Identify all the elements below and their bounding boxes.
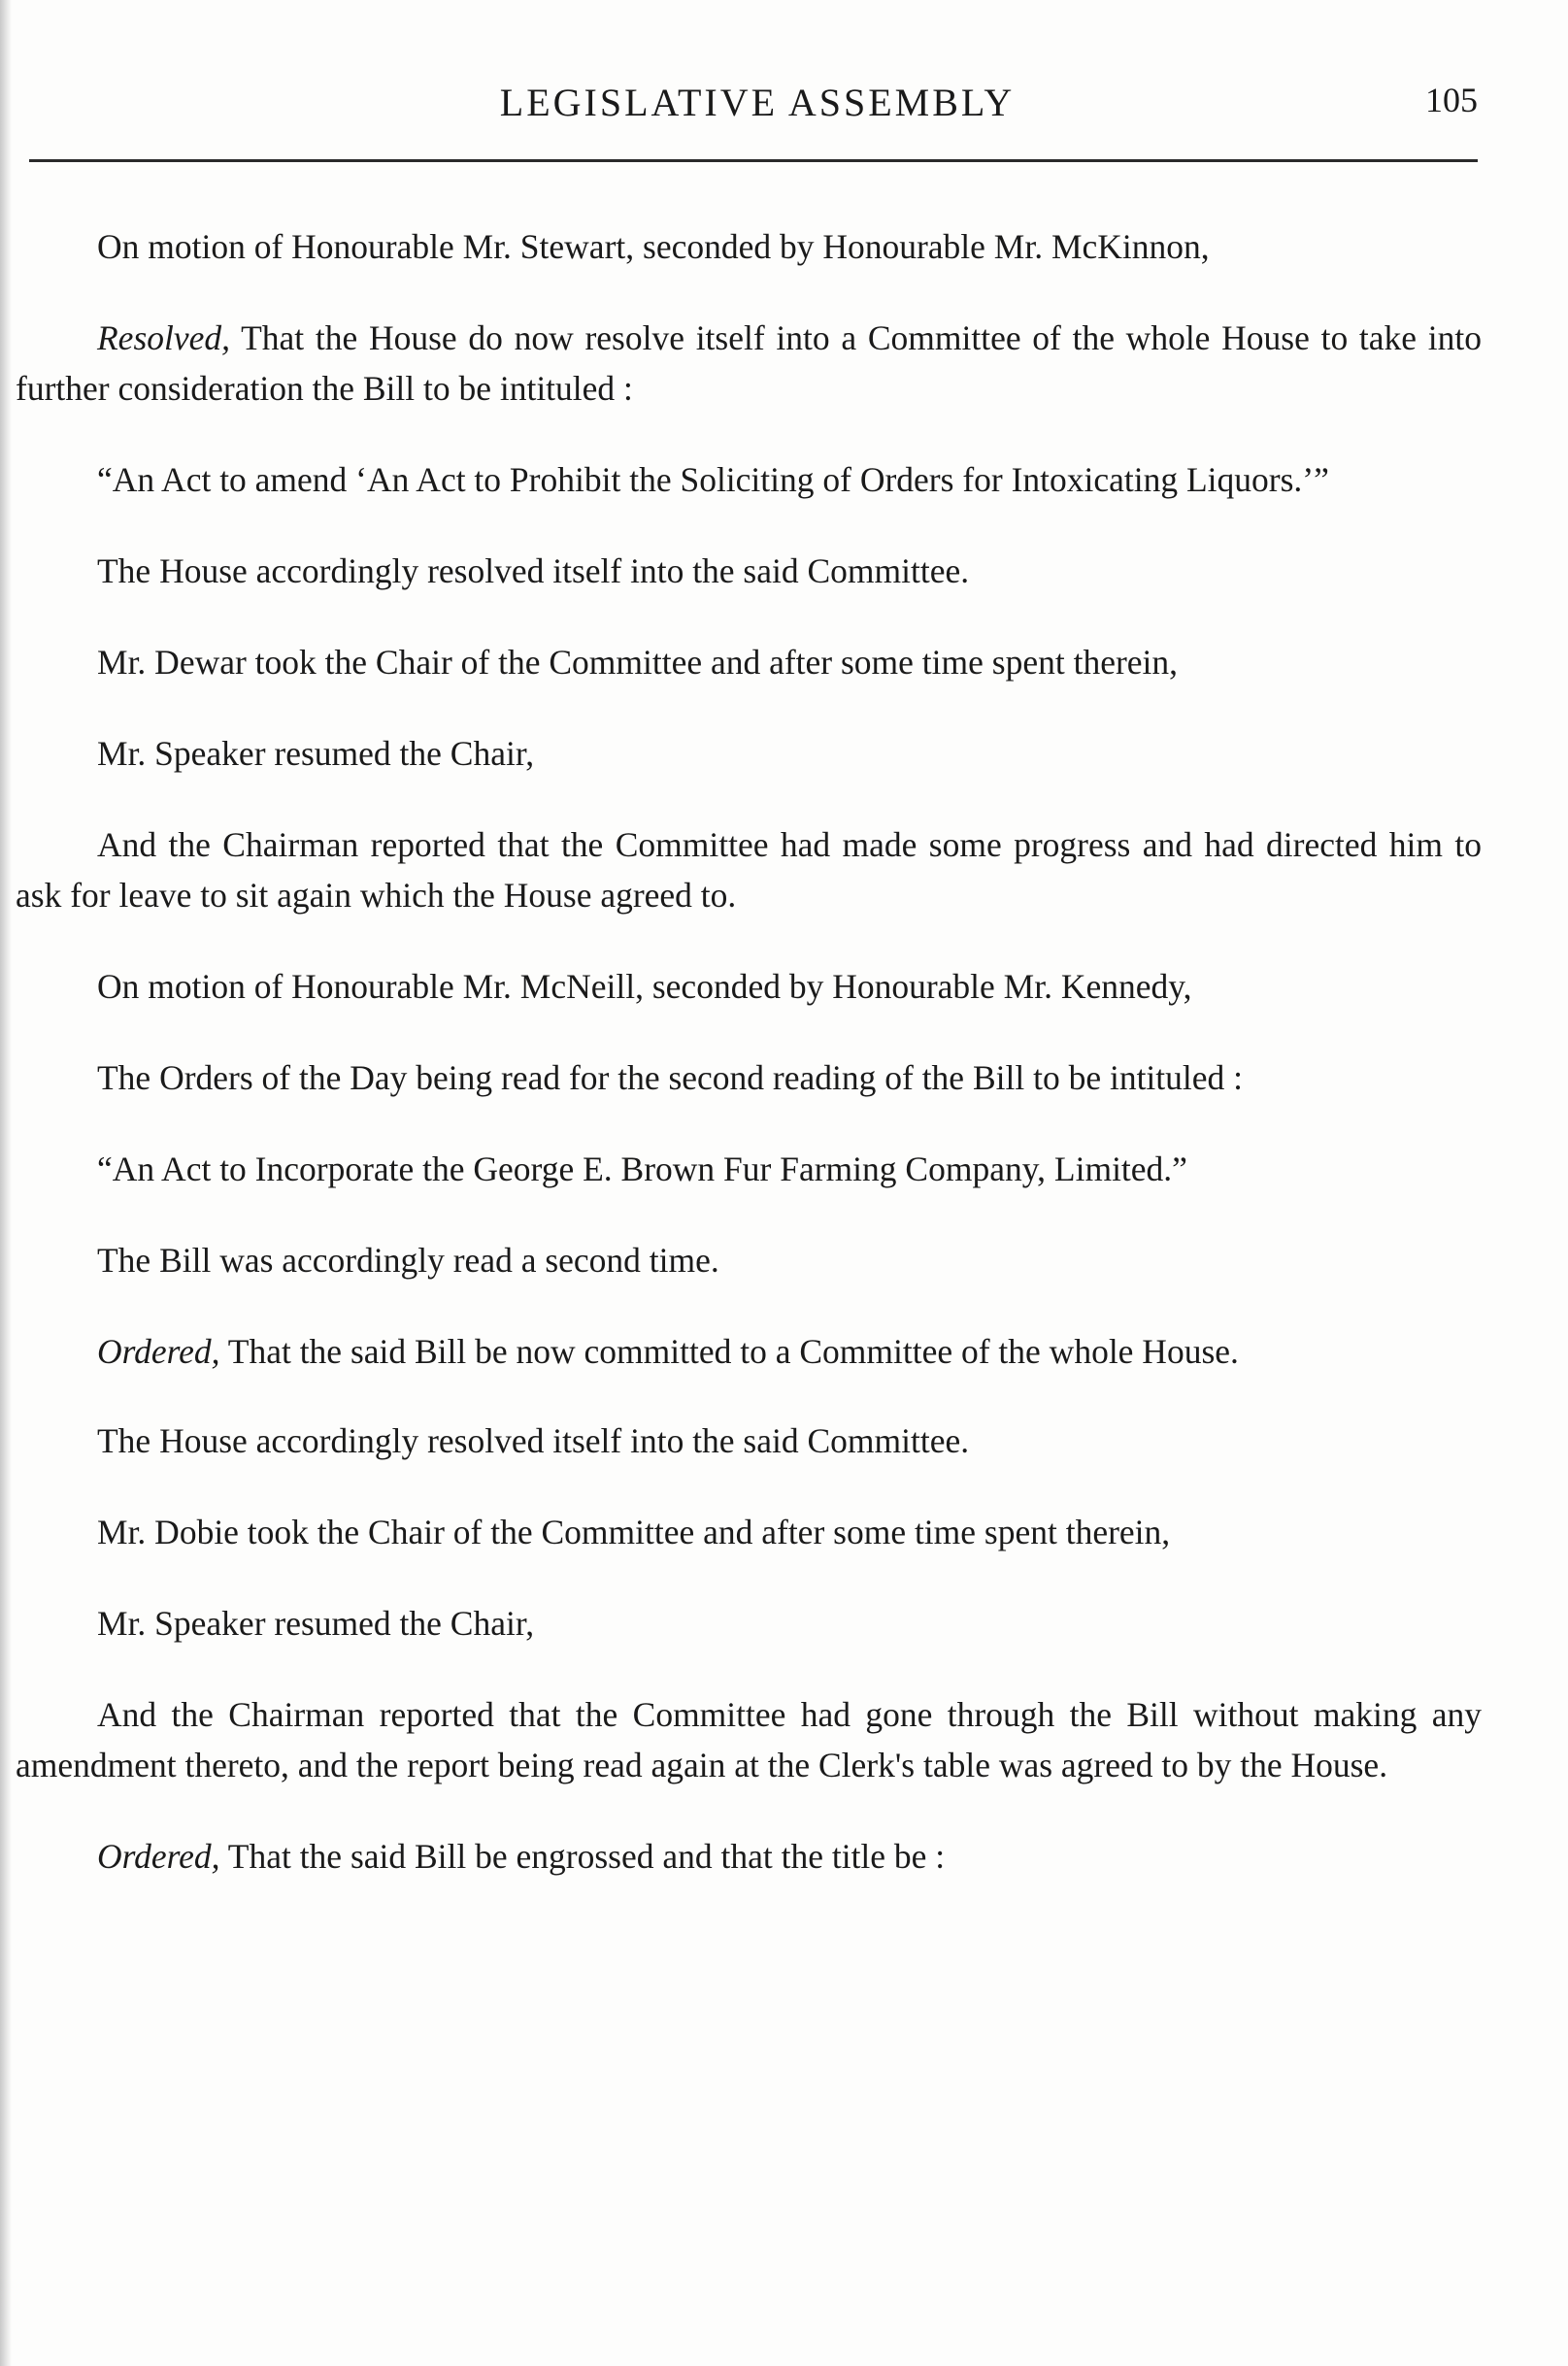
- paragraph-text: “An Act to Incorporate the George E. Brown Fur Farming Company, Limited.”: [97, 1150, 1187, 1188]
- paragraph-text: And the Chairman reported that the Committee had gone through the Bill without making any amendment thereto, and the report being read again at the Clerk's table was agreed to by the House.: [16, 1695, 1482, 1784]
- paragraph-text: On motion of Honourable Mr. McNeill, seconded by Honourable Mr. Kennedy,: [97, 967, 1192, 1006]
- paragraph-text: The House accordingly resolved itself into the said Committee.: [97, 551, 970, 590]
- paragraph-bill-title-fur-farming: [16, 1144, 1482, 1194]
- paragraph-text: The House accordingly resolved itself into the said Committee.: [97, 1421, 970, 1460]
- paragraph-dobie-chair: [16, 1507, 1482, 1557]
- paragraph-text: The Bill was accordingly read a second time.: [97, 1241, 719, 1280]
- paragraph-text: And the Chairman reported that the Committee had made some progress and had directed him to ask for leave to sit again which the House agreed to.: [16, 825, 1482, 915]
- page-edge-shadow: [0, 0, 12, 2366]
- paragraph-resolved: [16, 313, 1482, 414]
- paragraph-chairman-progress: [16, 819, 1482, 920]
- paragraph-speaker-resumed-2: [16, 1598, 1482, 1649]
- page-body: [16, 221, 1482, 1922]
- paragraph-orders-second-reading: [16, 1052, 1482, 1103]
- paragraph-text: Mr. Dewar took the Chair of the Committee and after some time spent therein,: [97, 643, 1179, 682]
- paragraph-house-resolved-1: [16, 546, 1482, 596]
- running-title: LEGISLATIVE ASSEMBLY: [499, 81, 1016, 124]
- paragraph-chairman-no-amendment: [16, 1689, 1482, 1790]
- paragraph-dewar-chair: [16, 637, 1482, 687]
- paragraph-ordered-engrossed: [16, 1831, 1482, 1882]
- paragraph-text: That the House do now resolve itself into a Committee of the whole House to take into further consideration the Bill to be intituled :: [16, 318, 1482, 408]
- paragraph-text: “An Act to amend ‘An Act to Prohibit the Soliciting of Orders for Intoxicating Liquors.’”: [97, 460, 1329, 499]
- paragraph-text: The Orders of the Day being read for the second reading of the Bill to be intituled :: [97, 1058, 1244, 1097]
- paragraph-text: Mr. Speaker resumed the Chair,: [97, 734, 535, 773]
- paragraph-motion-stewart: [16, 221, 1482, 272]
- header-rule: [29, 159, 1478, 162]
- page-header: [29, 80, 1485, 138]
- paragraph-bill-title-intoxicating: [16, 454, 1482, 505]
- paragraph-motion-mcneill: [16, 961, 1482, 1012]
- paragraph-text: Mr. Dobie took the Chair of the Committee and after some time spent therein,: [97, 1513, 1171, 1551]
- paragraph-house-resolved-2: [16, 1416, 1482, 1466]
- paragraph-ordered-committed: [16, 1326, 1482, 1377]
- paragraph-read-second-time: [16, 1235, 1482, 1285]
- paragraph-text: On motion of Honourable Mr. Stewart, seconded by Honourable Mr. McKinnon,: [97, 227, 1210, 266]
- paragraph-text: That the said Bill be engrossed and that the title be :: [219, 1837, 946, 1876]
- paragraph-lead: Resolved,: [97, 318, 231, 357]
- paragraph-lead: Ordered,: [97, 1332, 220, 1371]
- paragraph-lead: Ordered,: [97, 1837, 220, 1876]
- paragraph-speaker-resumed-1: [16, 728, 1482, 779]
- paragraph-text: Mr. Speaker resumed the Chair,: [97, 1604, 535, 1643]
- paragraph-text: That the said Bill be now committed to a Committee of the whole House.: [219, 1332, 1239, 1371]
- page-number: 105: [1425, 81, 1478, 119]
